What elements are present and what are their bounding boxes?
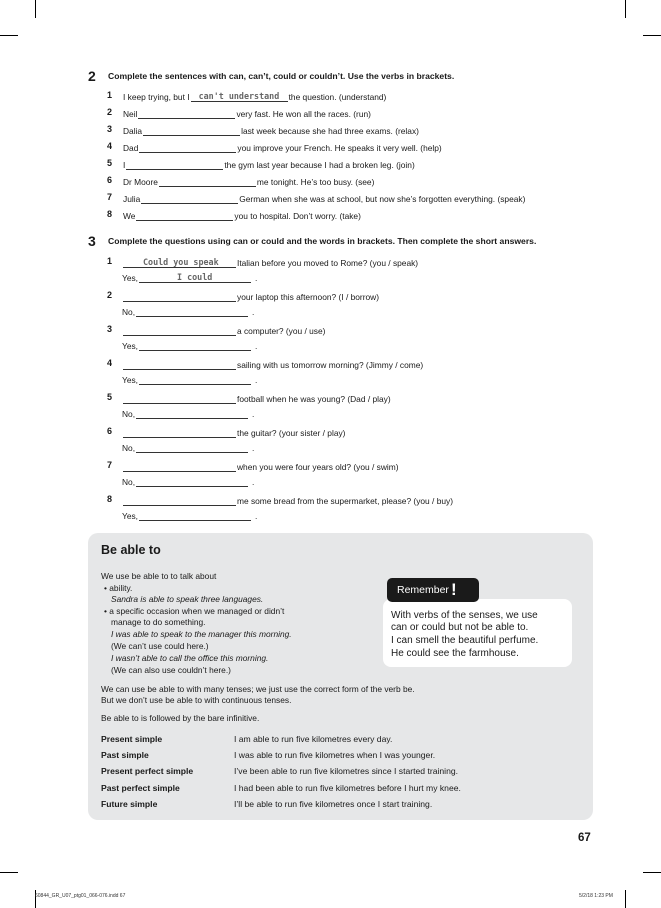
bullet-occasion: • a specific occasion when we managed or didn’t (104, 606, 285, 616)
item-number: 4 (107, 141, 113, 151)
short-answer-blank[interactable] (139, 340, 251, 351)
item-number: 7 (107, 192, 113, 202)
answer-label: Yes, (122, 273, 138, 283)
tense-example: I’ll be able to run five kilometres once I start training. (234, 799, 433, 809)
short-answer-blank[interactable] (136, 476, 248, 487)
answer-blank[interactable] (159, 176, 256, 187)
sentence-end: very fast. He won all the races. (run) (236, 109, 371, 119)
footer-left: 60844_GR_U07_ptg01_066-076.indd 67 (35, 893, 126, 899)
note-could: (We can’t use could here.) (111, 641, 209, 651)
sentence-end: the question. (understand) (288, 92, 387, 102)
period: . (252, 443, 255, 453)
question-blank[interactable] (123, 325, 236, 336)
answer-label: Yes, (122, 511, 138, 521)
crop-mark (35, 0, 36, 18)
sentence-start: Dr Moore (123, 177, 158, 187)
ex3-question (122, 324, 325, 336)
bare-infinitive-note: Be able to is followed by the bare infinitive. (101, 713, 260, 723)
footer-right: 5/2/18 1:23 PM (579, 893, 613, 899)
ex3-question (122, 290, 379, 302)
item-number: 5 (107, 392, 113, 402)
exercise-3-instruction: Complete the questions using can or could and the words in brackets. Then complete the short answers. (108, 236, 537, 246)
short-answer (122, 271, 257, 283)
question-end: Italian before you moved to Rome? (you / speak) (237, 258, 419, 268)
tenses-line-2: But we don’t use be able to with continuous tenses. (101, 695, 292, 705)
tense-example: I had been able to run five kilometres before I hurt my knee. (234, 783, 461, 793)
answer-label: Yes, (122, 375, 138, 385)
crop-mark (625, 0, 626, 18)
answer-text: I could (177, 272, 213, 282)
remember-line-3: I can smell the beautiful perfume. (391, 635, 539, 646)
short-answer-blank[interactable] (136, 306, 248, 317)
sentence-start: Dalia (123, 126, 143, 136)
tenses-line-1: We can use be able to with many tenses; we just use the correct form of the verb be. (101, 684, 415, 694)
question-end: a computer? (you / use) (237, 326, 326, 336)
sentence-start: We (123, 211, 136, 221)
tense-label: Future simple (101, 799, 158, 809)
tense-label: Past perfect simple (101, 783, 180, 793)
ex2-sentence (123, 141, 442, 153)
ex3-question (122, 494, 453, 506)
remember-label: Remember (397, 584, 449, 596)
bullet-ability: • ability. (104, 583, 133, 593)
short-answer (122, 407, 254, 419)
crop-mark (643, 872, 661, 873)
ex2-sentence (123, 124, 419, 136)
answer-blank[interactable] (136, 210, 233, 221)
ex3-question (122, 256, 418, 268)
note-couldnt: (We can also use couldn’t here.) (111, 665, 231, 675)
period: . (255, 273, 258, 283)
sentence-end: last week because she had three exams. (relax) (241, 126, 419, 136)
item-number: 2 (107, 107, 113, 117)
exclamation-icon: ! (450, 580, 457, 599)
item-number: 5 (107, 158, 113, 168)
tense-label: Past simple (101, 750, 149, 760)
item-number: 1 (107, 256, 113, 266)
period: . (255, 341, 258, 351)
item-number: 8 (107, 209, 113, 219)
short-answer (122, 441, 254, 453)
crop-mark (0, 872, 18, 873)
question-blank[interactable] (123, 291, 236, 302)
question-blank[interactable] (123, 495, 236, 506)
period: . (252, 307, 255, 317)
item-number: 3 (107, 324, 113, 334)
sentence-start: Neil (123, 109, 138, 119)
exercise-2-instruction: Complete the sentences with can, can’t, could or couldn’t. Use the verbs in brackets. (108, 71, 455, 81)
short-answer-blank[interactable] (139, 272, 251, 283)
remember-line-1: With verbs of the senses, we use (391, 610, 538, 621)
answer-label: No, (122, 307, 136, 317)
period: . (252, 409, 255, 419)
crop-mark (0, 35, 18, 36)
answer-text: can't understand (198, 91, 280, 101)
short-answer (122, 339, 257, 351)
ex2-sentence (123, 209, 361, 221)
example-occasion: I was able to speak to the manager this morning. (111, 629, 292, 639)
tense-example: I’ve been able to run five kilometres since I started training. (234, 766, 459, 776)
sentence-end: you to hospital. Don’t worry. (take) (234, 211, 361, 221)
sentence-end: you improve your French. He speaks it very well. (help) (237, 143, 442, 153)
answer-blank[interactable] (138, 108, 235, 119)
sentence-start: I keep trying, but I (123, 92, 190, 102)
sentence-start: Julia (123, 194, 141, 204)
item-number: 6 (107, 175, 113, 185)
answer-blank[interactable] (141, 193, 238, 204)
ex2-sentence (123, 192, 525, 204)
ex2-sentence (123, 158, 415, 170)
answer-text: Could you speak (143, 257, 219, 267)
tense-label: Present simple (101, 734, 163, 744)
question-end: football when he was young? (Dad / play) (237, 394, 391, 404)
answer-blank[interactable] (139, 142, 236, 153)
short-answer (122, 305, 254, 317)
question-end: when you were four years old? (you / swim) (237, 462, 399, 472)
ex3-question (122, 392, 391, 404)
item-number: 1 (107, 90, 113, 100)
period: . (252, 477, 255, 487)
tense-example: I am able to run five kilometres every day. (234, 734, 393, 744)
remember-line-2: can or could but not be able to. (391, 622, 529, 633)
crop-mark (625, 890, 626, 908)
short-answer-blank[interactable] (139, 510, 251, 521)
answer-label: No, (122, 477, 136, 487)
item-number: 4 (107, 358, 113, 368)
bullet-occasion-cont: manage to do something. (111, 617, 206, 627)
answer-blank[interactable] (143, 125, 240, 136)
answer-label: No, (122, 443, 136, 453)
short-answer-blank[interactable] (139, 374, 251, 385)
question-end: the guitar? (your sister / play) (237, 428, 346, 438)
question-blank[interactable] (123, 359, 236, 370)
period: . (255, 511, 258, 521)
short-answer (122, 509, 257, 521)
question-end: me some bread from the supermarket, please? (you / buy) (237, 496, 453, 506)
grammar-title: Be able to (101, 543, 161, 557)
answer-label: Yes, (122, 341, 138, 351)
short-answer-blank[interactable] (136, 442, 248, 453)
short-answer-blank[interactable] (136, 408, 248, 419)
answer-label: No, (122, 409, 136, 419)
ex3-question (122, 426, 345, 438)
remember-line-4: He could see the farmhouse. (391, 648, 519, 659)
example-ability: Sandra is able to speak three languages. (111, 594, 264, 604)
item-number: 8 (107, 494, 113, 504)
item-number: 2 (107, 290, 113, 300)
tense-label: Present perfect simple (101, 766, 194, 776)
exercise-3-number: 3 (88, 233, 96, 249)
tense-example: I was able to run five kilometres when I was younger. (234, 750, 436, 760)
grammar-intro: We use be able to to talk about (101, 571, 217, 581)
item-number: 7 (107, 460, 113, 470)
period: . (255, 375, 258, 385)
item-number: 6 (107, 426, 113, 436)
example-negative: I wasn’t able to call the office this morning. (111, 653, 269, 663)
question-end: your laptop this afternoon? (I / borrow) (237, 292, 379, 302)
ex2-sentence (123, 107, 371, 119)
sentence-start: I (123, 160, 126, 170)
crop-mark (643, 35, 661, 36)
answer-blank[interactable] (191, 91, 288, 102)
question-end: sailing with us tomorrow morning? (Jimmy / come) (237, 360, 424, 370)
ex2-sentence (123, 90, 386, 102)
answer-blank[interactable] (126, 159, 223, 170)
question-blank[interactable] (123, 461, 236, 472)
question-blank[interactable] (123, 427, 236, 438)
question-blank[interactable] (123, 257, 236, 268)
sentence-start: Dad (123, 143, 139, 153)
sentence-end: the gym last year because I had a broken leg. (join) (224, 160, 415, 170)
sentence-end: German when she was at school, but now she’s forgotten everything. (speak) (239, 194, 526, 204)
sentence-end: me tonight. He’s too busy. (see) (256, 177, 375, 187)
ex3-question (122, 358, 423, 370)
exercise-2-number: 2 (88, 68, 96, 84)
ex3-question (122, 460, 399, 472)
item-number: 3 (107, 124, 113, 134)
short-answer (122, 373, 257, 385)
page-number: 67 (578, 832, 591, 844)
short-answer (122, 475, 254, 487)
remember-tag (387, 578, 479, 602)
question-blank[interactable] (123, 393, 236, 404)
ex2-sentence (123, 175, 374, 187)
